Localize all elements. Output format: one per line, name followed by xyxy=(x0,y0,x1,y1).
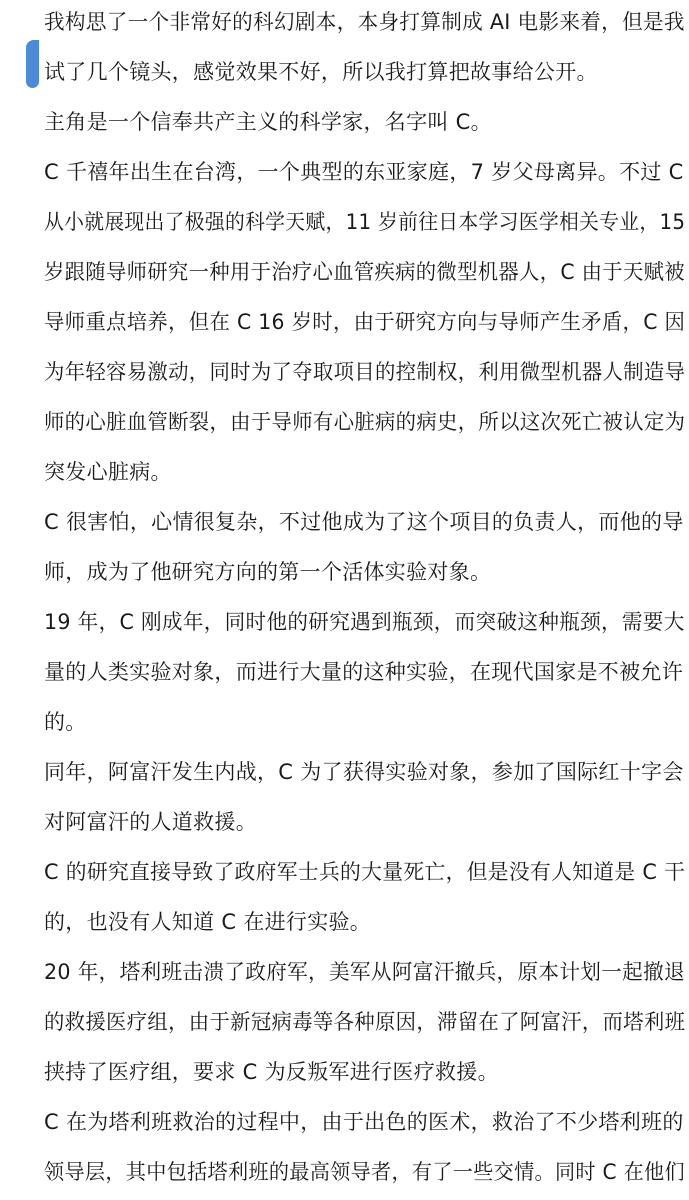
paragraph-line: 领导层，其中包括塔利班的最高领导者，有了一些交情。同时 C 在他们 xyxy=(44,1160,685,1184)
text-selection-handle[interactable] xyxy=(26,40,39,88)
paragraph-line: 的，也没有人知道 C 在进行实验。 xyxy=(44,910,372,934)
paragraph-line: 对阿富汗的人道救援。 xyxy=(44,810,257,834)
paragraph-line: 师，成为了他研究方向的第一个活体实验对象。 xyxy=(44,560,492,584)
paragraph-line: 导师重点培养，但在 C 16 岁时，由于研究方向与导师产生矛盾，C 因 xyxy=(44,310,686,334)
paragraph-line: 突发心脏病。 xyxy=(44,460,172,484)
paragraph-line: 主角是一个信奉共产主义的科学家，名字叫 C。 xyxy=(44,110,492,134)
paragraph-line: 20 年，塔利班击溃了政府军，美军从阿富汗撤兵，原本计划一起撤退 xyxy=(44,960,685,984)
paragraph-line: 的。 xyxy=(44,710,87,734)
paragraph-line: C 很害怕，心情很复杂，不过他成为了这个项目的负责人，而他的导 xyxy=(44,510,684,534)
paragraph-line: 师的心脏血管断裂，由于导师有心脏病的病史，所以这次死亡被认定为 xyxy=(44,410,686,434)
paragraph-line: 量的人类实验对象，而进行大量的这种实验，在现代国家是不被允许 xyxy=(44,660,683,684)
paragraph-line: 从小就展现出了极强的科学天赋，11 岁前往日本学习医学相关专业，15 xyxy=(44,210,686,234)
paragraph-line: 的救援医疗组，由于新冠病毒等各种原因，滞留在了阿富汗，而塔利班 xyxy=(44,1010,686,1034)
paragraph-line: 同年，阿富汗发生内战，C 为了获得实验对象，参加了国际红十字会 xyxy=(44,760,684,784)
paragraph-line: 为年轻容易激动，同时为了夺取项目的控制权，利用微型机器人制造导 xyxy=(44,360,686,384)
paragraph-line: 19 年，C 刚成年，同时他的研究遇到瓶颈，而突破这种瓶颈，需要大 xyxy=(44,610,685,634)
paragraph-line: 挟持了医疗组，要求 C 为反叛军进行医疗救援。 xyxy=(44,1060,499,1084)
paragraph-line: 试了几个镜头，感觉效果不好，所以我打算把故事给公开。 xyxy=(44,60,598,84)
paragraph-line: 岁跟随导师研究一种用于治疗心血管疾病的微型机器人，C 由于天赋被 xyxy=(44,260,685,284)
paragraph-line: C 在为塔利班救治的过程中，由于出色的医术，救治了不少塔利班的 xyxy=(44,1110,684,1134)
paragraph-line: C 的研究直接导致了政府军士兵的大量死亡，但是没有人知道是 C 干 xyxy=(44,860,686,884)
paragraph-line: C 千禧年出生在台湾，一个典型的东亚家庭，7 岁父母离异。不过 C xyxy=(44,160,684,184)
paragraph-line: 我构思了一个非常好的科幻剧本，本身打算制成 AI 电影来着，但是我 xyxy=(44,10,685,34)
